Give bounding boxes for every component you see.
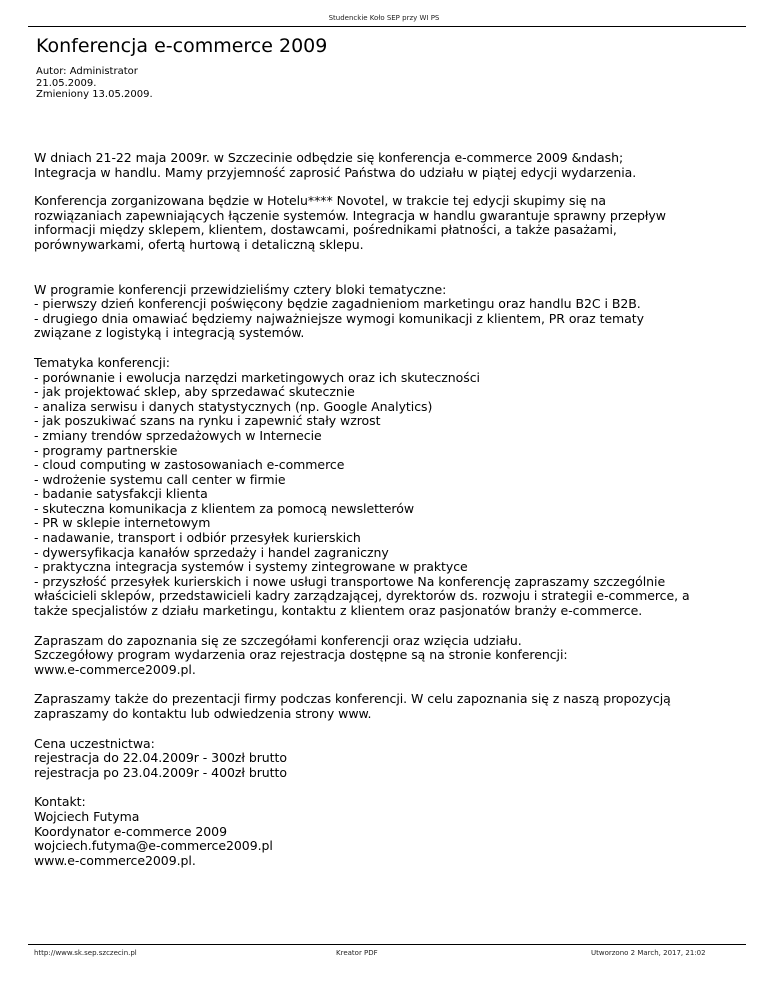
footer-generator: Kreator PDF xyxy=(336,949,378,957)
article-meta xyxy=(36,66,153,101)
topic-item: - badanie satysfakcji klienta xyxy=(34,486,208,502)
publish-date: 21.05.2009. xyxy=(36,77,97,89)
contact-role: Koordynator e-commerce 2009 xyxy=(34,823,227,839)
contact-heading: Kontakt: xyxy=(34,794,86,810)
topic-continuation: także specjalistów z działu marketingu, kontaktu z klientem oraz pasjonatów branży e-commerce. xyxy=(34,603,643,619)
invite-line: Zapraszam do zapoznania się ze szczegółami konferencji oraz wzięcia udziału. xyxy=(34,632,522,648)
conference-link[interactable]: www.e-commerce2009.pl. xyxy=(34,661,196,677)
topic-item: - analiza serwisu i danych statystycznych (np. Google Analytics) xyxy=(34,398,433,414)
article-title: Konferencja e-commerce 2009 xyxy=(36,35,328,57)
topic-item: - praktyczna integracja systemów i systemy zintegrowane w praktyce xyxy=(34,559,468,575)
topic-item: - programy partnerskie xyxy=(34,442,178,458)
topic-item: - jak projektować sklep, aby sprzedawać skutecznie xyxy=(34,384,355,400)
topic-item: - cloud computing w zastosowaniach e-commerce xyxy=(34,457,345,473)
topic-item: - skuteczna komunikacja z klientem za pomocą newsletterów xyxy=(34,500,415,516)
invite-line: Szczegółowy program wydarzenia oraz rejestracja dostępne są na stronie konferencji: xyxy=(34,647,568,663)
footer-url-link[interactable]: http://www.sk.sep.szczecin.pl xyxy=(34,949,137,957)
topic-item: - przyszłość przesyłek kurierskich i nowe usługi transportowe Na konferencję zapraszamy szczególnie xyxy=(34,573,666,589)
hotel-line: Konferencja zorganizowana będzie w Hotelu**** Novotel, w trakcie tej edycji skupimy się na xyxy=(34,193,606,209)
topic-item: - porównanie i ewolucja narzędzi marketingowych oraz ich skuteczności xyxy=(34,369,480,385)
footer-divider xyxy=(28,944,746,945)
contact-name: Wojciech Futyma xyxy=(34,808,140,824)
topics-heading: Tematyka konferencji: xyxy=(34,354,170,370)
footer-created-date: Utworzono 2 March, 2017, 21:02 xyxy=(591,949,706,957)
hotel-line: rozwiązaniach zapewniających łączenie systemów. Integracja w handlu gwarantuje sprawny przepływ xyxy=(34,207,666,223)
topic-continuation: właścicieli sklepów, przedstawicieli kadry zarządzającej, dyrektorów ds. rozwoju i strategii e-commerce, a xyxy=(34,588,690,604)
topic-item: - nadawanie, transport i odbiór przesyłek kurierskich xyxy=(34,530,361,546)
program-line: związane z logistyką i integracją systemów. xyxy=(34,325,305,341)
contact-email-link[interactable]: wojciech.futyma@e-commerce2009.pl xyxy=(34,838,273,854)
program-line: - pierwszy dzień konferencji poświęcony będzie zagadnieniom marketingu oraz handlu B2C i B2B. xyxy=(34,296,641,312)
page-header: Studenckie Koło SEP przy WI PS xyxy=(328,14,440,22)
price-line: rejestracja po 23.04.2009r - 400zł brutto xyxy=(34,764,287,780)
modified-date: Zmieniony 13.05.2009. xyxy=(36,89,153,100)
intro-line: W dniach 21-22 maja 2009r. w Szczecinie odbędzie się konferencja e-commerce 2009 &ndash; xyxy=(34,150,624,165)
price-heading: Cena uczestnictwa: xyxy=(34,735,155,751)
hotel-line: informacji między sklepem, klientem, dostawcami, pośrednikami płatności, a także pasażami, xyxy=(34,222,617,238)
program-line: - drugiego dnia omawiać będziemy najważniejsze wymogi komunikacji z klientem, PR oraz tematy xyxy=(34,310,644,326)
program-line: W programie konferencji przewidzieliśmy cztery bloki tematyczne: xyxy=(34,281,447,297)
topic-item: - wdrożenie systemu call center w firmie xyxy=(34,471,286,487)
intro-line: Integracja w handlu. Mamy przyjemność zaprosić Państwa do udziału w piątej edycji wydarzenia. xyxy=(34,164,637,180)
article-body xyxy=(34,151,734,868)
contact-website-link[interactable]: www.e-commerce2009.pl. xyxy=(34,852,196,868)
hotel-line: porównywarkami, ofertą hurtową i detaliczną sklepu. xyxy=(34,236,364,252)
presentation-line: zapraszamy do kontaktu lub odwiedzenia strony www. xyxy=(34,706,372,721)
topic-item: - jak poszukiwać szans na rynku i zapewnić stały wzrost xyxy=(34,413,381,429)
topic-item: - PR w sklepie internetowym xyxy=(34,515,211,531)
author-line: Autor: Administrator xyxy=(36,66,138,77)
topic-item: - zmiany trendów sprzedażowych w Internecie xyxy=(34,427,322,443)
header-divider xyxy=(28,26,746,27)
presentation-line: Zapraszamy także do prezentacji firmy podczas konferencji. W celu zapoznania się z naszą propozycją xyxy=(34,691,671,707)
topic-item: - dywersyfikacja kanałów sprzedaży i handel zagraniczny xyxy=(34,544,389,560)
price-line: rejestracja do 22.04.2009r - 300zł brutto xyxy=(34,750,287,766)
